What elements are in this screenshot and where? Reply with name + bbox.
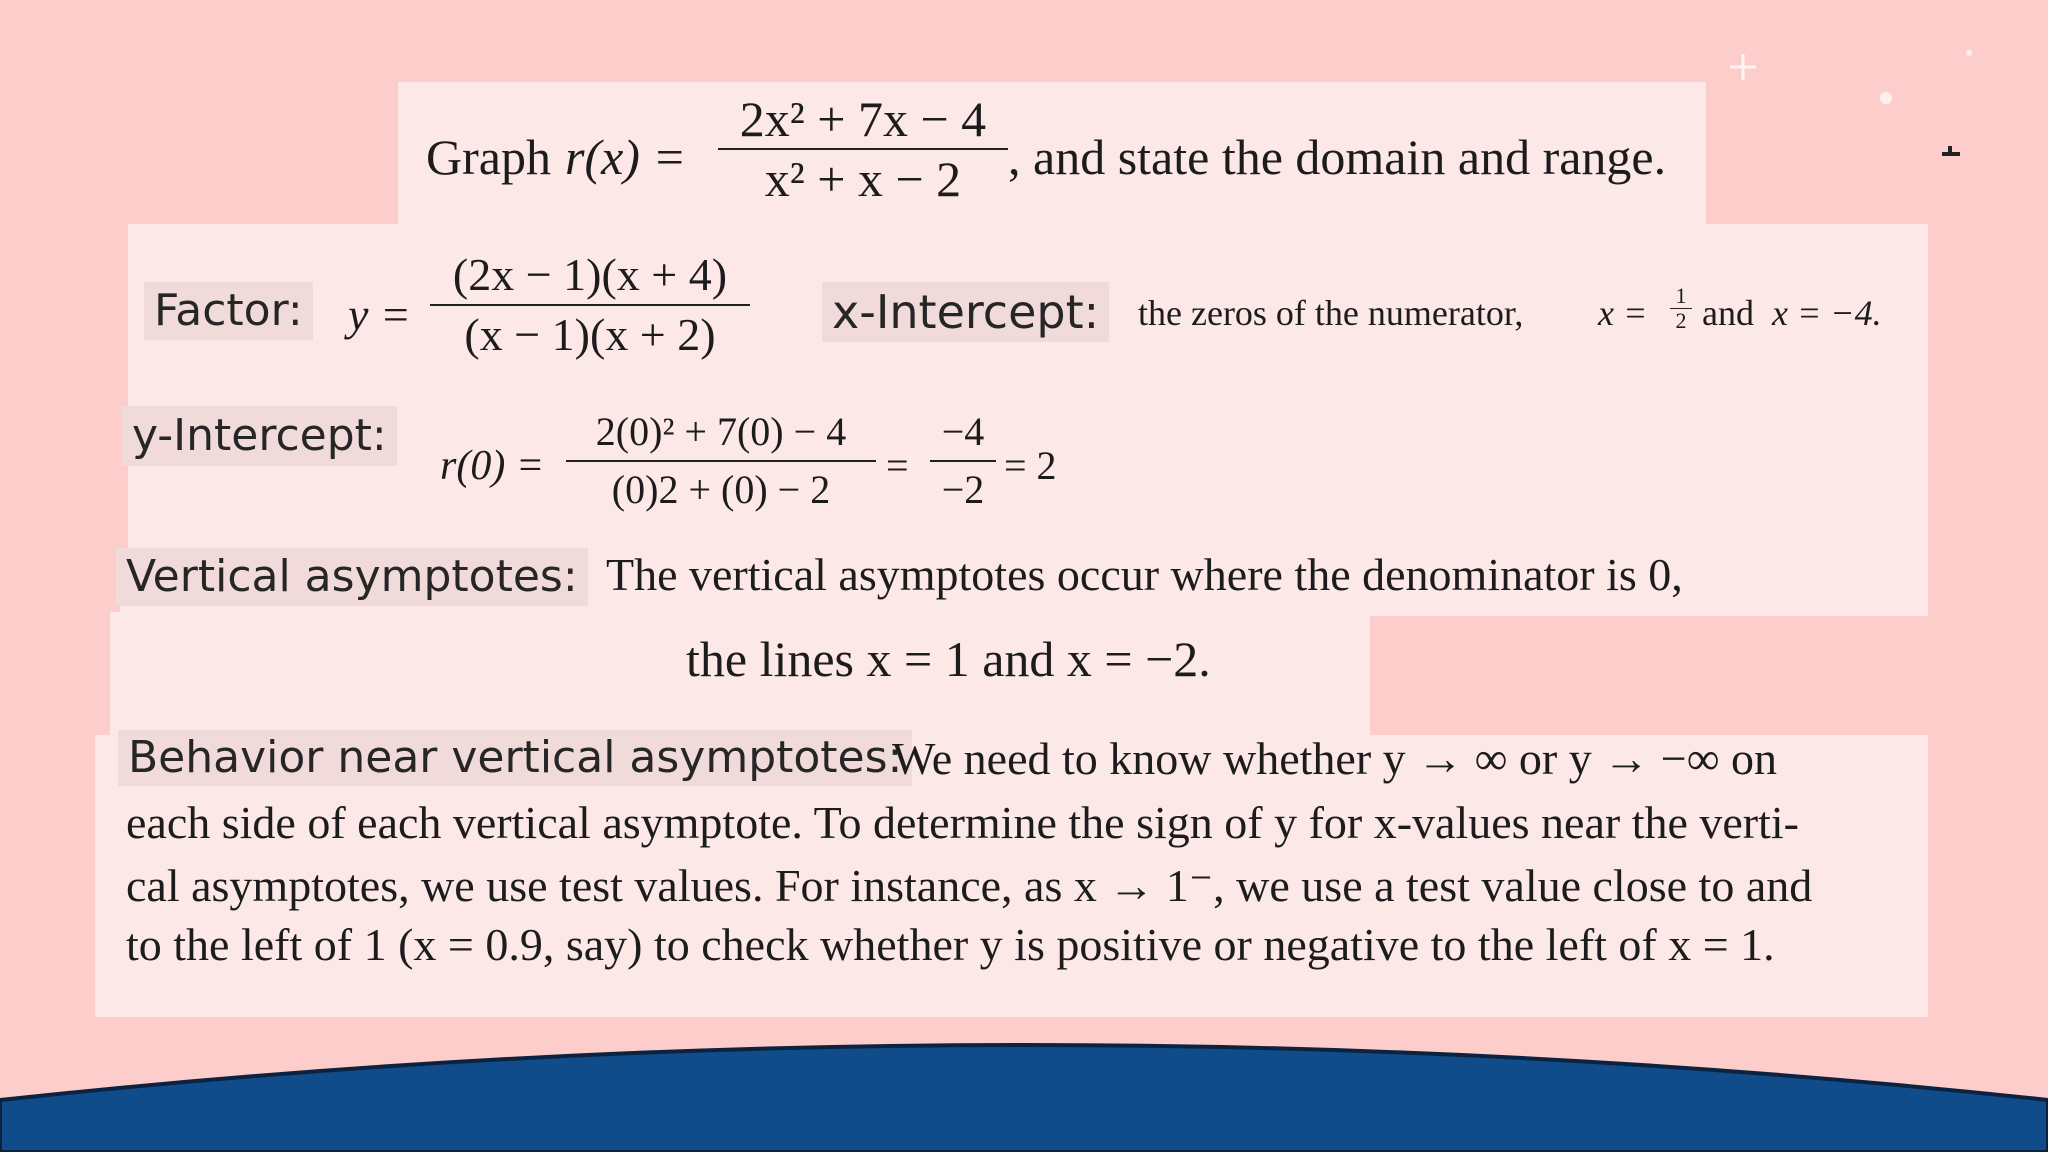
y-intercept-fraction-2 <box>930 404 996 518</box>
factor-lhs <box>348 288 411 341</box>
x-intercept-text-a: the zeros of the numerator, <box>1138 293 1524 333</box>
behavior-line-1: We need to know whether y → ∞ or y → −∞ on <box>892 733 1777 784</box>
y-intercept-fraction-1 <box>566 404 876 518</box>
half-denominator: 2 <box>1675 308 1687 333</box>
y-intercept-lhs <box>440 442 544 490</box>
factor-denominator: (x − 1)(x + 2) <box>464 309 716 360</box>
y-int-numerator-2: −4 <box>941 409 985 454</box>
half-numerator: 1 <box>1675 283 1687 308</box>
title-denominator: x² + x − 2 <box>764 151 962 207</box>
behavior-line-4: to the left of 1 (x = 0.9, say) to check whether y is positive or negative to the left of x = 1. <box>126 919 1775 970</box>
title-suffix: , and state the domain and range. <box>1008 129 1667 185</box>
pin-marker-stem <box>1948 146 1952 154</box>
behavior-line-3: cal asymptotes, we use test values. For instance, as x → 1⁻, we use a test value close to and <box>126 860 1813 911</box>
factor-numerator: (2x − 1)(x + 4) <box>452 249 728 300</box>
x-intercept-text-c: and <box>1702 293 1754 333</box>
sparkle-dot <box>1966 50 1972 56</box>
x-value-text: x = −4. <box>1772 293 1882 333</box>
footer-wave <box>0 1030 2048 1152</box>
sparkle-icon <box>1728 52 1758 82</box>
y-int-denominator-1: (0)2 + (0) − 2 <box>611 467 831 512</box>
y-int-numerator-1: 2(0)² + 7(0) − 4 <box>595 409 847 454</box>
sparkle-dot <box>1880 92 1892 104</box>
y-intercept-result: = 2 <box>1004 443 1057 488</box>
x-eq-text: x = <box>1598 293 1648 333</box>
vertical-line-2: the lines x = 1 and x = −2. <box>686 631 1211 687</box>
factor-lhs-text: y = <box>348 289 411 340</box>
x-intercept-text-d <box>1772 292 1882 334</box>
behavior-line-2: each side of each vertical asymptote. To determine the sign of y for x-values near the verti- <box>126 797 1800 848</box>
vertical-line-1: The vertical asymptotes occur where the denominator is 0, <box>606 549 1683 600</box>
title-numerator: 2x² + 7x − 4 <box>739 91 987 147</box>
half-fraction <box>1670 284 1692 333</box>
y-intercept-eq: = <box>886 443 909 488</box>
y-intercept-label: y-Intercept: <box>122 406 397 466</box>
y-int-denominator-2: −2 <box>941 467 985 512</box>
behavior-label: Behavior near vertical asymptotes: <box>118 730 912 786</box>
title-function <box>565 128 686 186</box>
x-intercept-label: x-Intercept: <box>822 282 1109 342</box>
title-func-text: r(x) = <box>565 129 687 185</box>
y-lhs-text: r(0) = <box>440 443 545 489</box>
title-fraction <box>718 90 1008 208</box>
factor-label: Factor: <box>144 282 313 340</box>
vertical-asymptotes-label: Vertical asymptotes: <box>116 548 588 606</box>
x-intercept-text-b <box>1598 292 1647 334</box>
title-prefix: Graph <box>426 129 551 185</box>
factor-fraction <box>430 246 750 364</box>
